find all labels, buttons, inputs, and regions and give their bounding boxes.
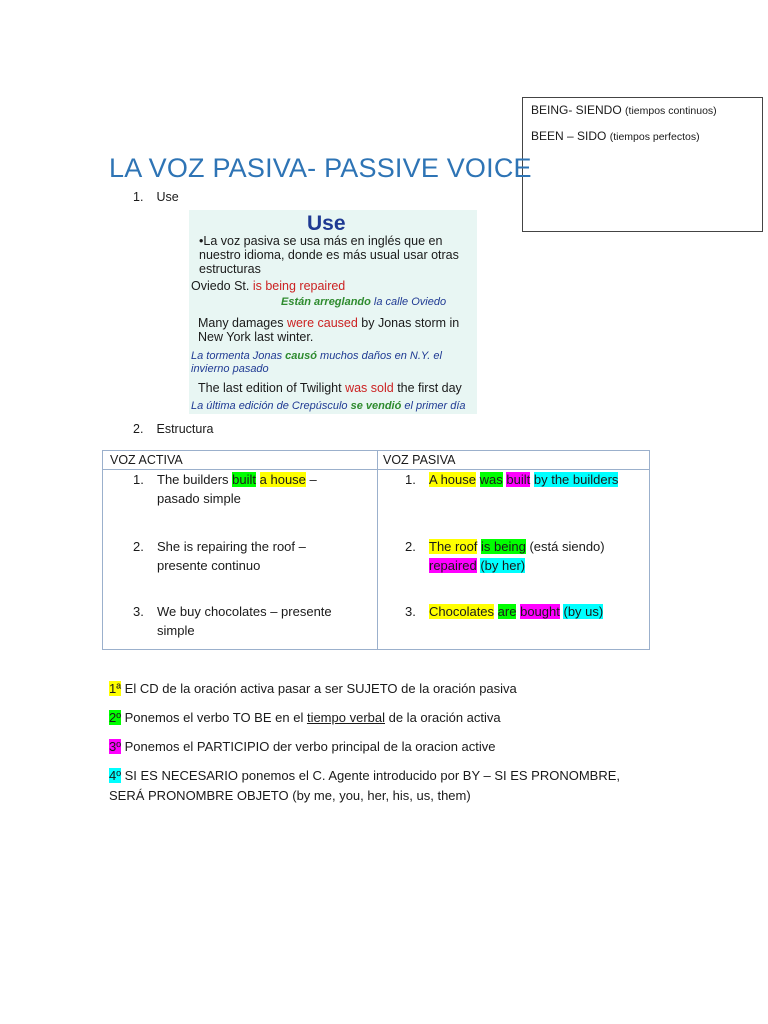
example-2-translation: La tormenta Jonas causó muchos daños en N.Y. el — [191, 350, 442, 362]
note-being: BEING- SIENDO (tiempos continuos) — [531, 103, 717, 117]
active-row-3: 3. We buy chocolates – presente simple — [133, 604, 332, 638]
use-bullet-line1: •La voz pasiva se usa más en inglés que en — [199, 234, 443, 248]
example-2-translation-line2: invierno pasado — [191, 363, 269, 375]
example-3: The last edition of Twilight was sold the first day — [198, 381, 462, 395]
passive-row-2: 2. The roof is being (está siendo) repaired (by her) — [405, 539, 605, 573]
example-2: Many damages were caused by Jonas storm in — [198, 316, 460, 330]
list-item-use: 1. Use — [133, 190, 179, 204]
rule-4: 4º SI ES NECESARIO ponemos el C. Agente introducido por BY – SI ES PRONOMBRE, SERÁ PRONOMBRE OBJETO (by me, you, her, his, us, them) — [109, 768, 621, 803]
notes-textbox — [522, 97, 763, 232]
table-divider — [377, 451, 378, 649]
use-slide-title: Use — [307, 212, 346, 235]
rule-2: 2º Ponemos el verbo TO BE en el tiempo verbal de la oración activa — [109, 710, 501, 725]
note-been: BEEN – SIDO (tiempos perfectos) — [531, 129, 700, 143]
use-bullet-line2: nuestro idioma, donde es más usual usar otras — [199, 248, 459, 262]
rule-1: 1ª El CD de la oración activa pasar a ser SUJETO de la oración pasiva — [109, 681, 517, 696]
page-title: LA VOZ PASIVA- PASSIVE VOICE — [109, 153, 532, 183]
example-1-translation: Están arreglando la calle Oviedo — [281, 296, 447, 308]
header-active: VOZ ACTIVA — [110, 453, 183, 467]
example-3-translation: La última edición de Crepúsculo se vendió el primer día — [191, 400, 466, 412]
example-1: Oviedo St. is being repaired — [191, 279, 346, 293]
example-2-line2: New York last winter. — [198, 330, 314, 344]
header-passive: VOZ PASIVA — [383, 453, 456, 467]
active-row-2: 2. She is repairing the roof – presente continuo — [133, 539, 306, 573]
active-row-1: 1. The builders built a house – pasado simple — [133, 472, 317, 506]
passive-row-3: 3. Chocolates are bought (by us) — [405, 604, 604, 619]
use-slide-image — [189, 210, 477, 414]
list-item-estructura: 2. Estructura — [133, 422, 214, 436]
rule-3: 3º Ponemos el PARTICIPIO der verbo principal de la oracion active — [109, 739, 496, 754]
structure-table — [102, 450, 650, 650]
use-bullet-line3: estructuras — [199, 262, 261, 276]
passive-row-1: 1. A house was built by the builders — [405, 472, 619, 487]
